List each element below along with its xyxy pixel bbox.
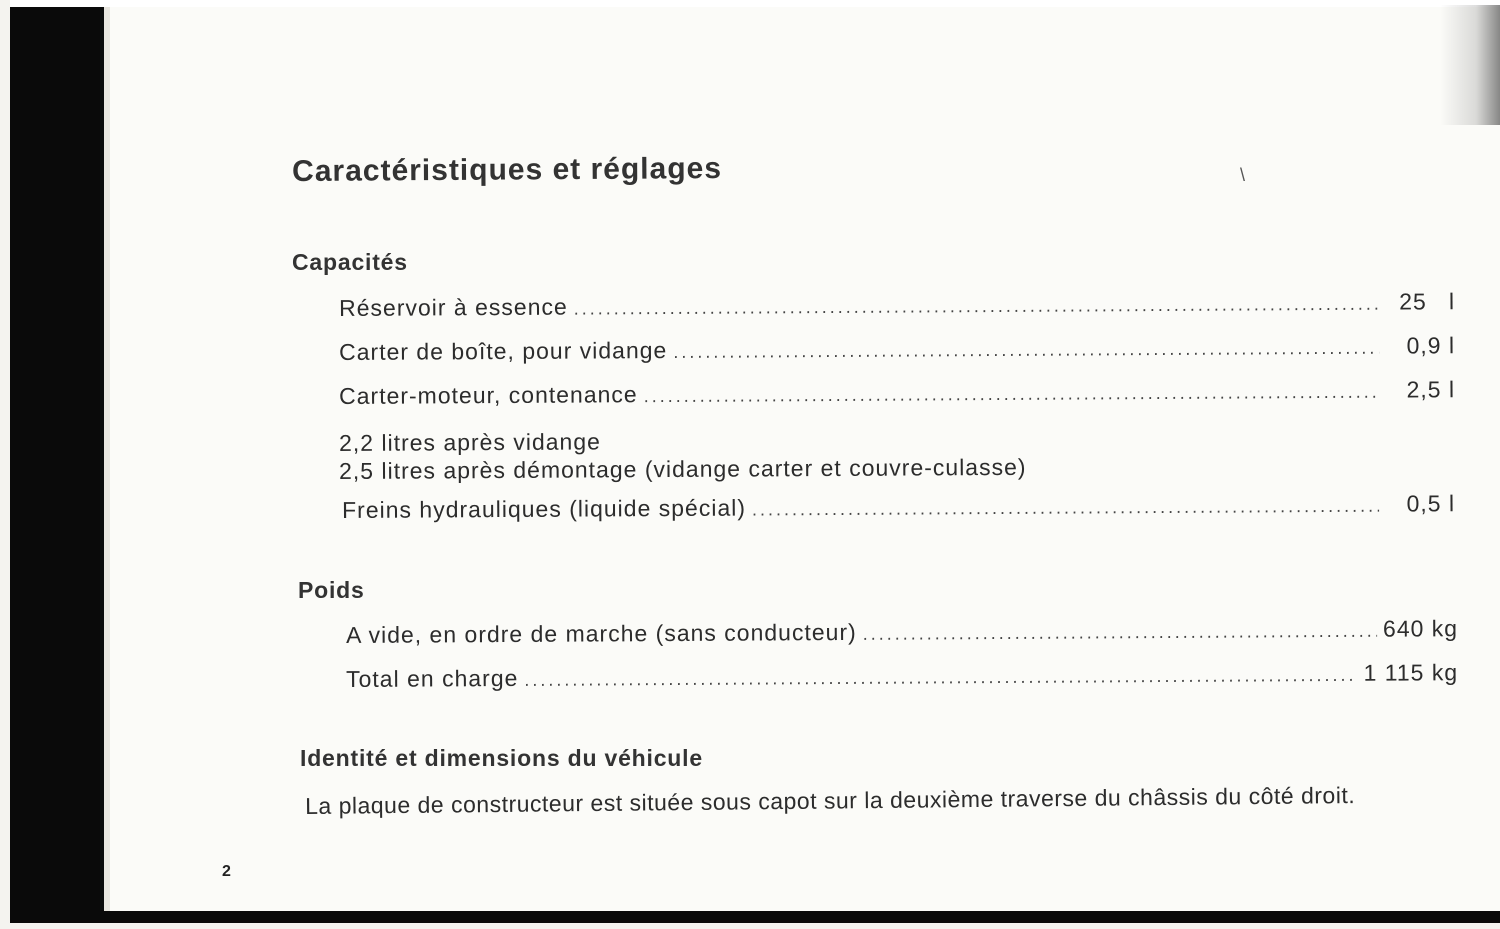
dot-leader (644, 382, 1380, 407)
spec-value: 1 115 kg (1363, 659, 1459, 686)
spec-value: 0,5 l (1406, 490, 1456, 517)
page-curl-shadow (1440, 5, 1500, 125)
scan-left-border (10, 7, 114, 923)
dot-leader (863, 621, 1377, 645)
spec-note: 2,2 litres après vidange (339, 428, 601, 456)
page-title: Caractéristiques et réglages (292, 151, 723, 188)
section-heading-poids: Poids (298, 577, 365, 603)
spec-row (339, 332, 1455, 366)
document-page (104, 7, 1500, 911)
spec-label: Freins hydrauliques (liquide spécial) (342, 494, 747, 523)
spec-label: A vide, en ordre de marche (sans conducteur) (346, 618, 857, 648)
page-number: 2 (222, 863, 231, 880)
section-heading-identite: Identité et dimensions du véhicule (300, 745, 703, 771)
spec-value: 640 kg (1382, 615, 1459, 642)
body-paragraph: La plaque de constructeur est située sous capot sur la deuxième traverse du châssis du côté droit. (305, 782, 1356, 819)
spec-row (346, 659, 1458, 693)
dot-leader (752, 496, 1379, 521)
spec-label: Réservoir à essence (339, 293, 568, 321)
dot-leader (574, 294, 1379, 320)
spec-row (339, 288, 1455, 322)
dot-leader (673, 338, 1379, 363)
spec-note: 2,5 litres après démontage (vidange carter et couvre-culasse) (339, 453, 1027, 484)
section-heading-capacites: Capacités (292, 249, 408, 275)
stray-mark: \ (1240, 165, 1246, 185)
spec-value: 2,5 l (1406, 376, 1456, 403)
scan-bottom-border (10, 910, 1500, 923)
dot-leader (524, 665, 1357, 691)
spec-label: Carter de boîte, pour vidange (339, 336, 668, 365)
spec-label: Carter-moteur, contenance (339, 381, 638, 409)
spec-label: Total en charge (346, 664, 519, 692)
spec-row (342, 490, 1455, 524)
scan-top-border (10, 0, 1500, 7)
spec-row (339, 376, 1455, 410)
spec-value: 0,9 l (1406, 332, 1456, 359)
spec-value: 25 l (1399, 288, 1456, 315)
spec-row (346, 615, 1458, 649)
